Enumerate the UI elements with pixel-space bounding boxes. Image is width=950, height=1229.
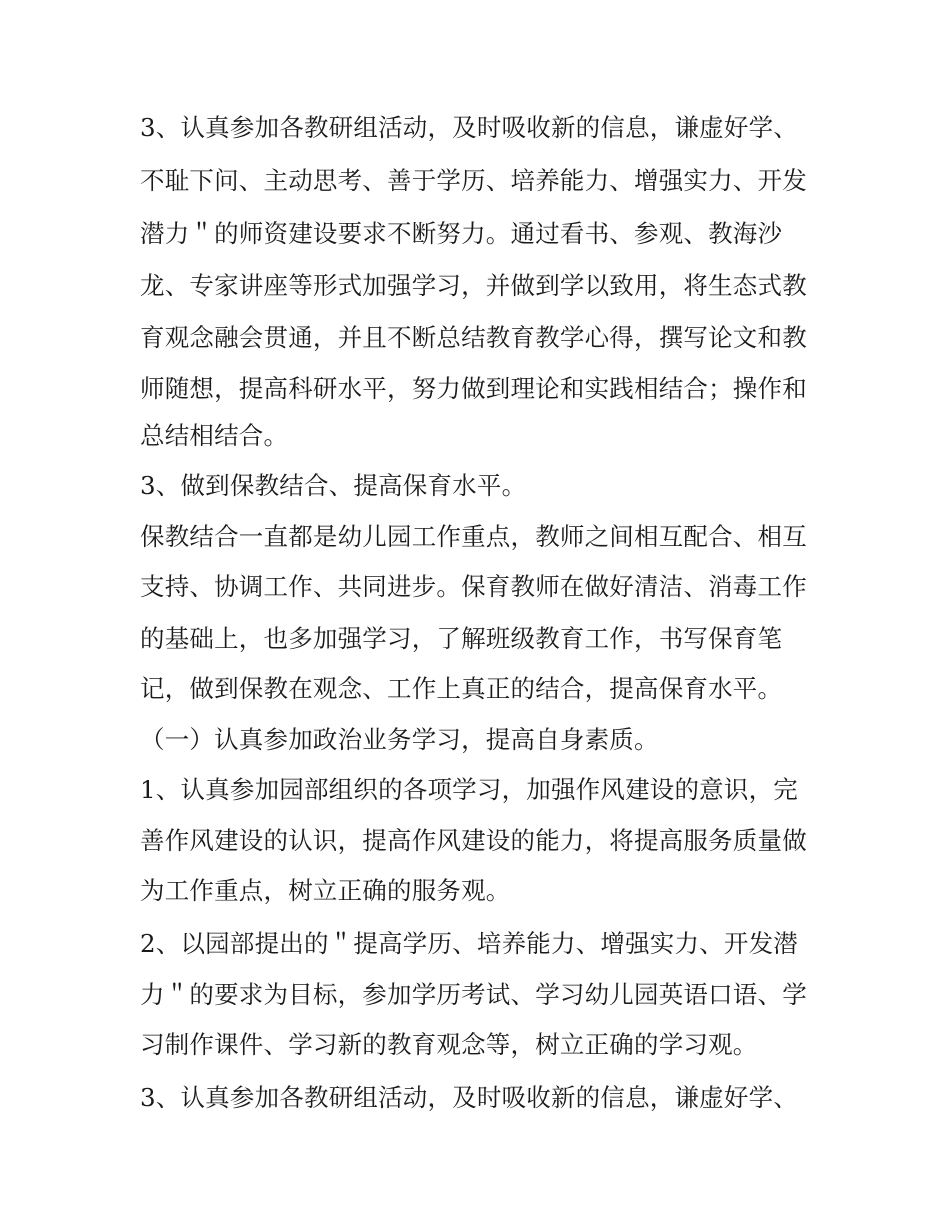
text-line: 习制作课件、学习新的教育观念等，树立正确的学习观。 xyxy=(140,1030,758,1059)
section-heading: （一）认真参加政治业务学习，提高自身素质。 xyxy=(140,725,659,754)
text-line: 1、认真参加园部组织的各项学习，加强作风建设的意识，完 xyxy=(140,775,798,804)
section-heading: 3、做到保教结合、提高保育水平。 xyxy=(140,471,527,500)
text-line: 龙、专家讲座等形式加强学习，并做到学以致用，将生态式教 xyxy=(140,271,807,300)
text-line: 潜力＂的师资建设要求不断努力。通过看书、参观、教海沙 xyxy=(140,219,783,248)
text-line: 总结相结合。 xyxy=(140,421,289,450)
text-line: 记，做到保教在观念、工作上真正的结合，提高保育水平。 xyxy=(140,674,783,703)
text-line: 支持、协调工作、共同进步。保育教师在做好清洁、消毒工作 xyxy=(140,572,807,601)
text-line: 的基础上，也多加强学习，了解班级教育工作，书写保育笔 xyxy=(140,624,783,653)
text-line: 育观念融会贯通，并且不断总结教育教学心得，撰写论文和教 xyxy=(140,323,807,352)
text-line: 2、以园部提出的＂提高学历、培养能力、增强实力、开发潜 xyxy=(140,929,798,958)
text-line: 保教结合一直都是幼儿园工作重点，教师之间相互配合、相互 xyxy=(140,522,807,551)
text-line: 3、认真参加各教研组活动，及时吸收新的信息，谦虚好学、 xyxy=(140,1083,798,1112)
text-line: 师随想，提高科研水平，努力做到理论和实践相结合；操作和 xyxy=(140,374,807,403)
text-line: 为工作重点，树立正确的服务观。 xyxy=(140,876,511,905)
text-line: 力＂的要求为目标，参加学历考试、学习幼儿园英语口语、学 xyxy=(140,980,807,1009)
text-line: 善作风建设的认识，提高作风建设的能力，将提高服务质量做 xyxy=(140,826,807,855)
text-line: 不耻下问、主动思考、善于学历、培养能力、增强实力、开发 xyxy=(140,166,807,195)
text-line: 3、认真参加各教研组活动，及时吸收新的信息，谦虚好学、 xyxy=(140,113,798,142)
